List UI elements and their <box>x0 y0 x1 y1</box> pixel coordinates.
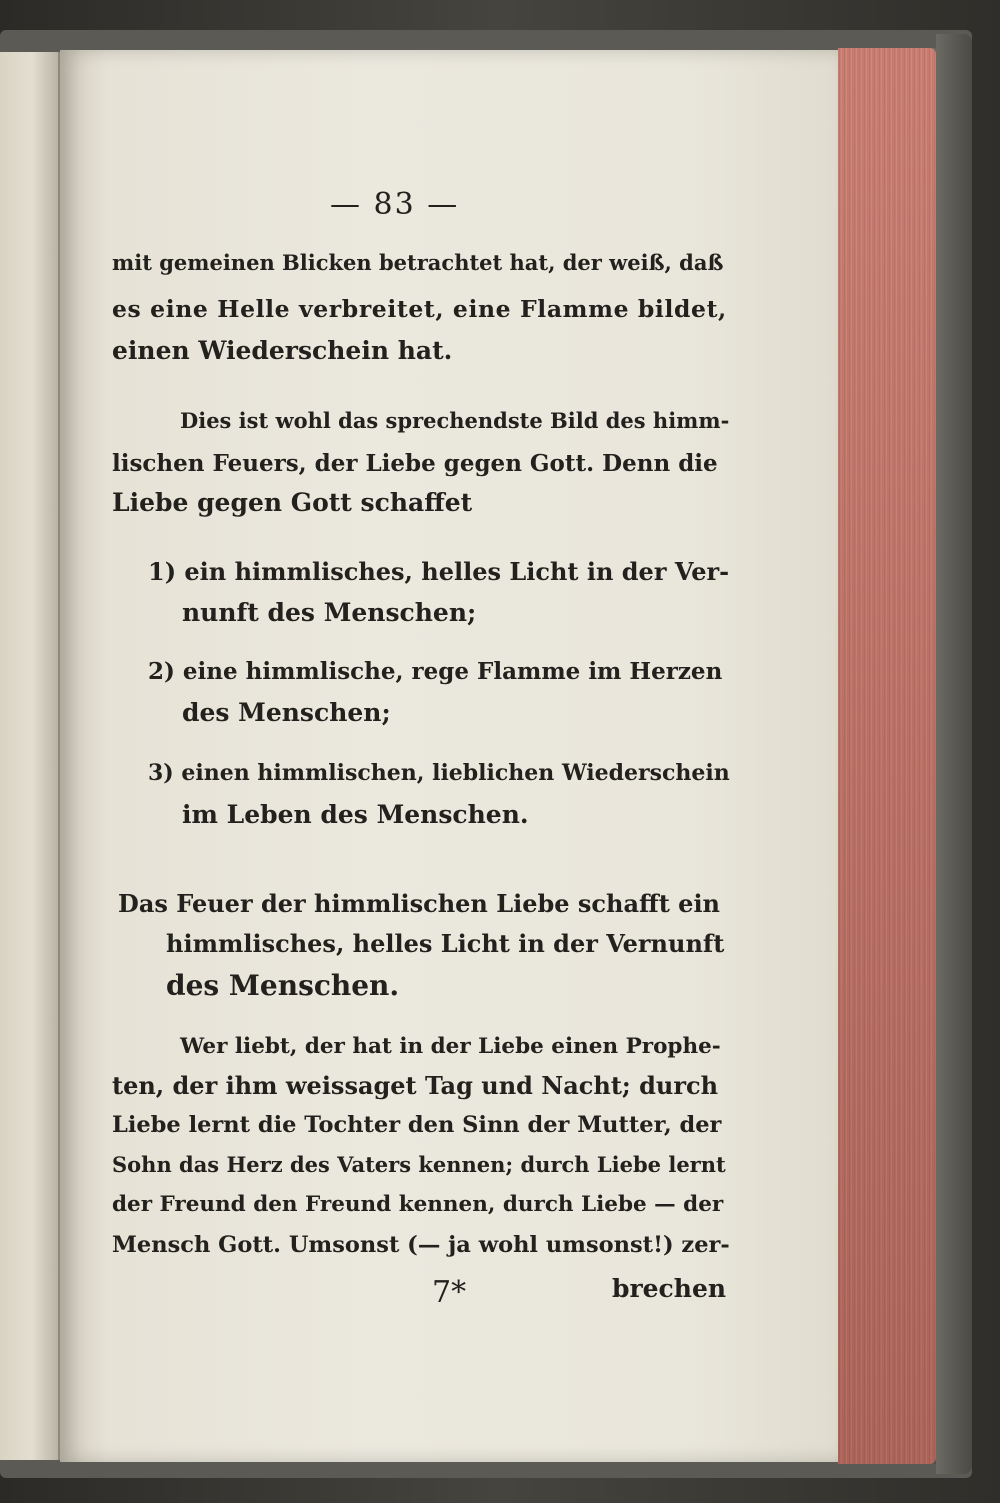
section-heading: Das Feuer der himmlischen Liebe schafft ein <box>118 889 721 918</box>
text-line: ten, der ihm weissaget Tag und Nacht; durch <box>112 1071 719 1100</box>
left-page-edge <box>0 52 60 1460</box>
text-line: Wer liebt, der hat in der Liebe einen Prophe- <box>180 1034 721 1059</box>
text-line: mit gemeinen Blicken betrachtet hat, der weiß, daß <box>112 250 724 275</box>
page-edges <box>838 48 936 1464</box>
text-line: lischen Feuers, der Liebe gegen Gott. Denn die <box>112 450 718 477</box>
list-item-3-continuation: im Leben des Menschen. <box>182 800 529 829</box>
section-heading-continuation: des Menschen. <box>166 969 400 1002</box>
signature-mark: 7* <box>432 1275 467 1310</box>
text-line: Liebe gegen Gott schaffet <box>112 488 473 517</box>
catchword: brechen <box>612 1274 727 1303</box>
text-line: Liebe lernt die Tochter den Sinn der Mutter, der <box>112 1112 722 1138</box>
section-heading-continuation: himmlisches, helles Licht in der Vernunft <box>166 929 725 958</box>
list-item-3: 3) einen himmlischen, lieblichen Wiederschein <box>148 760 730 786</box>
text-line: der Freund den Freund kennen, durch Liebe — der <box>112 1192 724 1217</box>
list-item-2: 2) eine himmlische, rege Flamme im Herzen <box>148 658 723 685</box>
text-line: einen Wiederschein hat. <box>112 336 453 365</box>
page-number-header: — 83 — <box>330 187 460 222</box>
list-item-2-continuation: des Menschen; <box>182 698 391 727</box>
list-item-1-continuation: nunft des Menschen; <box>182 598 477 627</box>
book-cover-edge <box>936 34 972 1474</box>
list-item-1: 1) ein himmlisches, helles Licht in der Ver- <box>148 557 730 586</box>
text-line: Mensch Gott. Umsonst (— ja wohl umsonst!) zer- <box>112 1232 730 1258</box>
text-line: es eine Helle verbreitet, eine Flamme bildet, <box>112 295 727 323</box>
text-line: Sohn das Herz des Vaters kennen; durch Liebe lernt <box>112 1152 726 1177</box>
text-line: Dies ist wohl das sprechendste Bild des himm- <box>180 408 730 433</box>
